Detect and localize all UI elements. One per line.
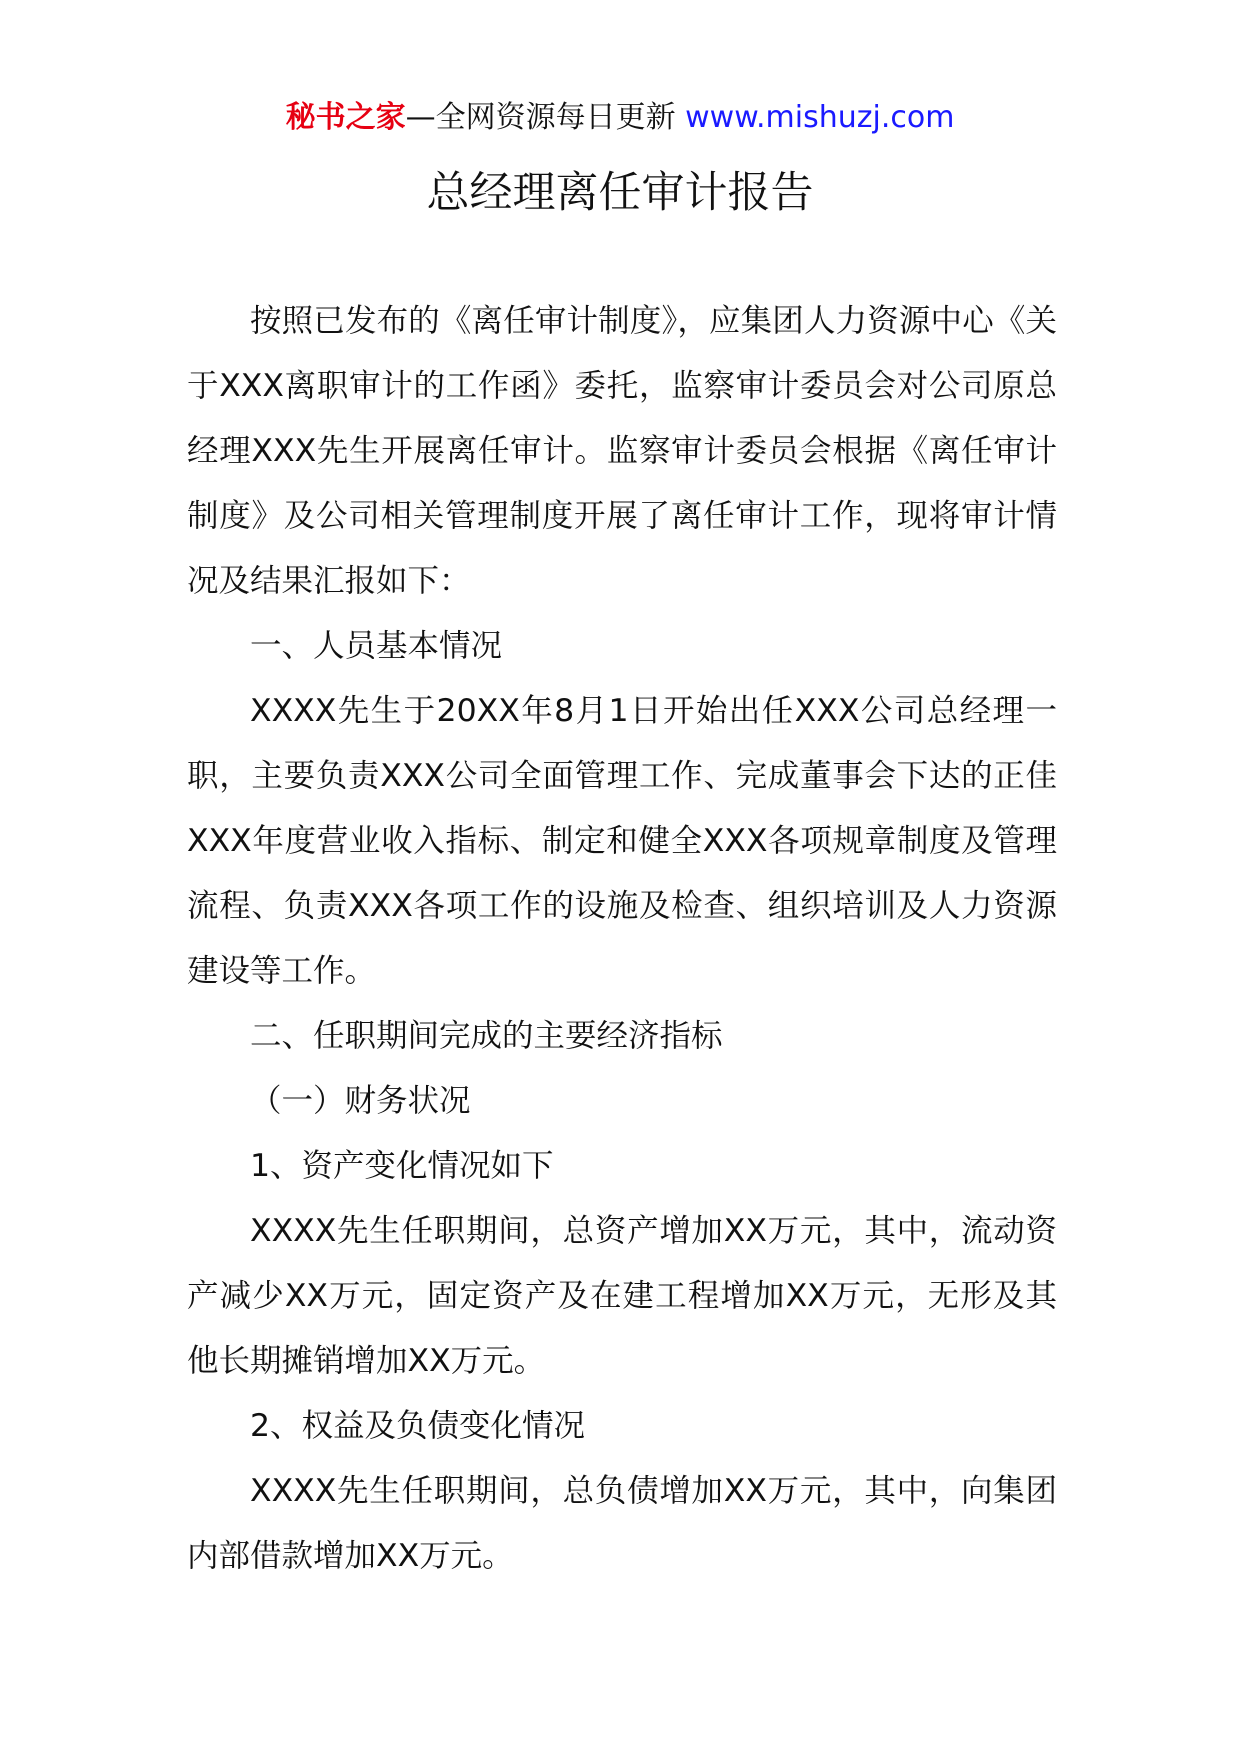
intro-paragraph: 按照已发布的《离任审计制度》，应集团人力资源中心《关于XXX离职审计的工作函》委托，监察审计委员会对公司原总经理XXX先生开展离任审计。监察审计委员会根据《离任审计制度》及公司相关管理制度开展了离任审计工作，现将审计情况及结果汇报如下： bbox=[187, 303, 1057, 599]
basic-info-paragraph: XXXX先生于20XX年8月1日开始出任XXX公司总经理一职，主要负责XXX公司全面管理工作、完成董事会下达的正佳XXX年度营业收入指标、制定和健全XXX各项规章制度及管理流程、负责XXX各项工作的设施及检查、组织培训及人力资源建设等工作。 bbox=[187, 693, 1057, 989]
header-tagline: —全网资源每日更新 bbox=[405, 100, 686, 135]
liabilities-paragraph: XXXX先生任职期间，总负债增加XX万元，其中，向集团内部借款增加XX万元。 bbox=[187, 1473, 1057, 1574]
site-url-link[interactable]: www.mishuzj.com bbox=[685, 100, 955, 135]
item-heading: 1、资产变化情况如下 bbox=[250, 1148, 554, 1184]
subsection-heading: （一）财务状况 bbox=[250, 1083, 471, 1119]
document-body bbox=[187, 289, 1057, 1589]
brand-name: 秘书之家 bbox=[285, 100, 406, 135]
section-heading: 一、人员基本情况 bbox=[250, 628, 503, 664]
document-title: 总经理离任审计报告 bbox=[426, 168, 814, 218]
item-heading: 2、权益及负债变化情况 bbox=[250, 1408, 586, 1444]
section-heading: 二、任职期间完成的主要经济指标 bbox=[250, 1018, 723, 1054]
assets-paragraph: XXXX先生任职期间，总资产增加XX万元，其中，流动资产减少XX万元，固定资产及在建工程增加XX万元，无形及其他长期摊销增加XX万元。 bbox=[187, 1213, 1057, 1379]
site-header bbox=[0, 98, 1240, 138]
